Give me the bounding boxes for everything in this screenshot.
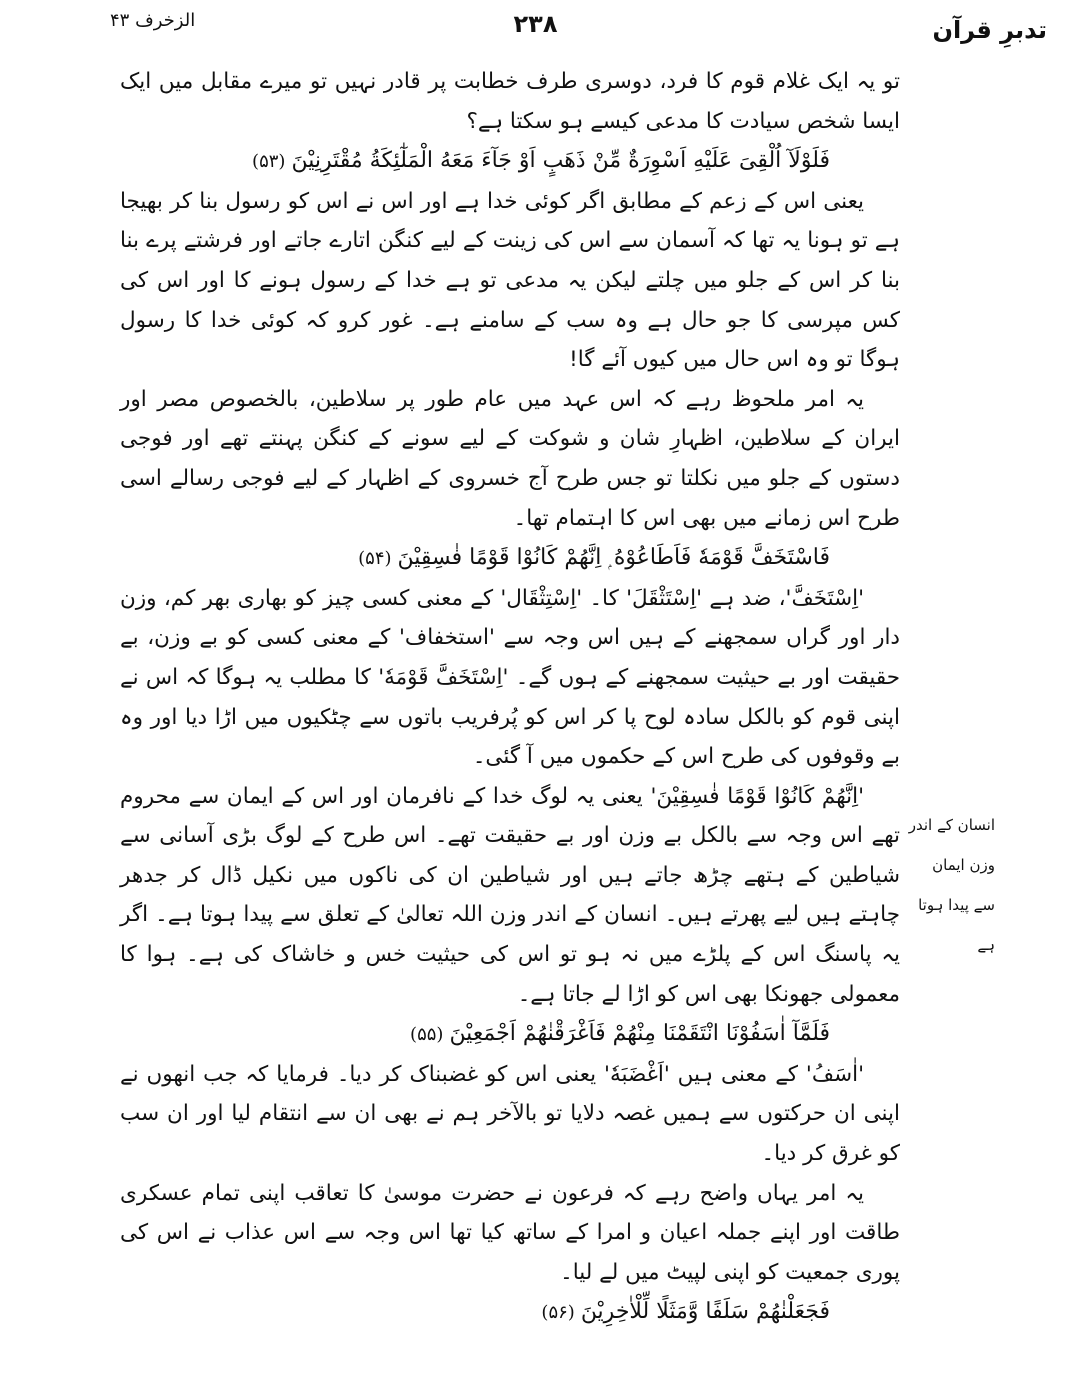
verse-55 [120, 1014, 900, 1055]
verse-55-number: (۵۵) [410, 1024, 444, 1046]
commentary-body [120, 62, 900, 1333]
verse-54 [120, 538, 900, 579]
paragraph-3: یہ امر ملحوظ رہے کہ اس عہد میں عام طور پر سلاطین، بالخصوص مصر اور ایران کے سلاطین، اظہارِ شان و شوکت کے لیے سونے کے کنگن پہنتے تھے اور فوجی دستوں کے جلو میں نکلتا تو جس طرح آج خسروی کے اظہار کے لیے فوجی رسالے اسی طرح اس زمانے میں بھی اس کا اہتمام تھا۔ [120, 386, 900, 531]
verse-55-text: فَلَمَّآ اٰسَفُوْنَا انْتَقَمْنَا مِنْهُمْ فَاَغْرَقْنٰهُمْ اَجْمَعِیْنَ [449, 1021, 830, 1047]
verse-54-number: (۵۴) [358, 548, 392, 570]
page-number: ۲۳۸ [513, 10, 558, 38]
paragraph-2: یعنی اس کے زعم کے مطابق اگر کوئی خدا ہے اور اس نے اس کو رسول بنا کر بھیجا ہے تو ہونا یہ تھا کہ آسمان سے اس کی زینت کے لیے کنگن اتارے جاتے اور فرشتے پرے بنا بنا کر اس کے جلو میں چلتے لیکن یہ مدعی تو ہے خدا کے رسول ہونے کا اور اس کی کس مپرسی کا جو حال ہے وہ سب کے سامنے ہے۔ غور کرو کہ کوئی خدا کا رسول ہوگا تو وہ اس حال میں کیوں آئے گا! [120, 188, 900, 373]
margin-note [905, 805, 995, 965]
margin-note-line-1: انسان کے اندر [908, 816, 995, 834]
verse-56 [120, 1292, 900, 1333]
verse-56-number: (۵۶) [541, 1302, 575, 1324]
paragraph-1: تو یہ ایک غلام قوم کا فرد، دوسری طرف خطابت پر قادر نہیں تو میرے مقابل میں ایک ایسا شخص سیادت کا مدعی کیسے ہو سکتا ہے؟ [120, 69, 900, 134]
verse-53 [120, 141, 900, 182]
verse-53-text: فَلَوْلَآ اُلْقِیَ عَلَیْهِ اَسْوِرَةٌ مِّنْ ذَهَبٍ اَوْ جَآءَ مَعَهُ الْمَلٰٓئِكَةُ مُقْتَرِنِیْنَ [291, 148, 830, 174]
margin-note-line-3: سے پیدا ہوتا ہے [918, 896, 995, 954]
margin-note-line-2: وزن ایمان [932, 856, 995, 874]
paragraph-5: 'اِنَّهُمْ كَانُوْا قَوْمًا فٰسِقِیْنَ' یعنی یہ لوگ خدا کے نافرمان اور اس کے ایمان سے محروم تھے اس وجہ سے بالکل بے وزن اور بے حقیقت تھے۔ اس طرح کے لوگ بڑی آسانی سے شیاطین کے ہتھے چڑھ جاتے ہیں اور شیاطین ان کی ناکوں میں نکیل ڈال کر جدھر چاہتے ہیں لیے پھرتے ہیں۔ انسان کے اندر وزن اللہ تعالیٰ کے تعلق سے پیدا ہوتا ہے۔ اگر یہ پاسنگ اس کے پلڑے میں نہ ہو تو اس کی حیثیت خس و خاشاک کی ہے۔ ہوا کا معمولی جھونکا بھی اس کو اڑا لے جاتا ہے۔ [120, 783, 900, 1007]
paragraph-4: 'اِسْتَخَفَّ'، ضد ہے 'اِسْتَثْقَلَ' کا۔ 'اِسْتِثْقَال' کے معنی کسی چیز کو بھاری بھر کم، وزن دار اور گراں سمجھنے کے ہیں اس وجہ سے 'استخفاف' کے معنی کسی کو بے وزن، بے حقیقت اور بے حیثیت سمجھنے کے ہوں گے۔ 'اِسْتَخَفَّ قَوْمَهٗ' کا مطلب یہ ہوگا کہ اس نے اپنی قوم کو بالکل سادہ لوح پا کر اس کو پُرفریب باتوں سے چٹکیوں میں اڑا دیا اور وہ بے وقوفوں کی طرح اس کے حکموں میں آ گئی۔ [120, 585, 900, 770]
page-header [0, 0, 1071, 60]
verse-56-text: فَجَعَلْنٰهُمْ سَلَفًا وَّمَثَلًا لِّلْاٰخِرِیْنَ [580, 1299, 830, 1325]
book-title: تدبرِ قرآن [932, 16, 1047, 44]
surah-reference: الزخرف ۴۳ [110, 10, 196, 31]
verse-54-text: فَاسْتَخَفَّ قَوْمَهٗ فَاَطَاعُوْهُ ۭ اِنَّهُمْ كَانُوْا قَوْمًا فٰسِقِیْنَ [397, 545, 830, 571]
verse-53-number: (۵۳) [252, 151, 286, 173]
paragraph-6: 'اٰسَفُ' کے معنی ہیں 'اَغْضَبَهٗ' یعنی اس کو غضبناک کر دیا۔ فرمایا کہ جب انھوں نے اپنی ان حرکتوں سے ہمیں غصہ دلایا تو بالآخر ہم نے بھی ان سے انتقام لیا اور ان سب کو غرق کر دیا۔ [120, 1061, 900, 1167]
paragraph-7: یہ امر یہاں واضح رہے کہ فرعون نے حضرت موسیٰ کا تعاقب اپنی تمام عسکری طاقت اور اپنے جملہ اعیان و امرا کے ساتھ کیا تھا اس وجہ سے اس عذاب نے اس کی پوری جمعیت کو اپنی لپیٹ میں لے لیا۔ [120, 1180, 900, 1285]
